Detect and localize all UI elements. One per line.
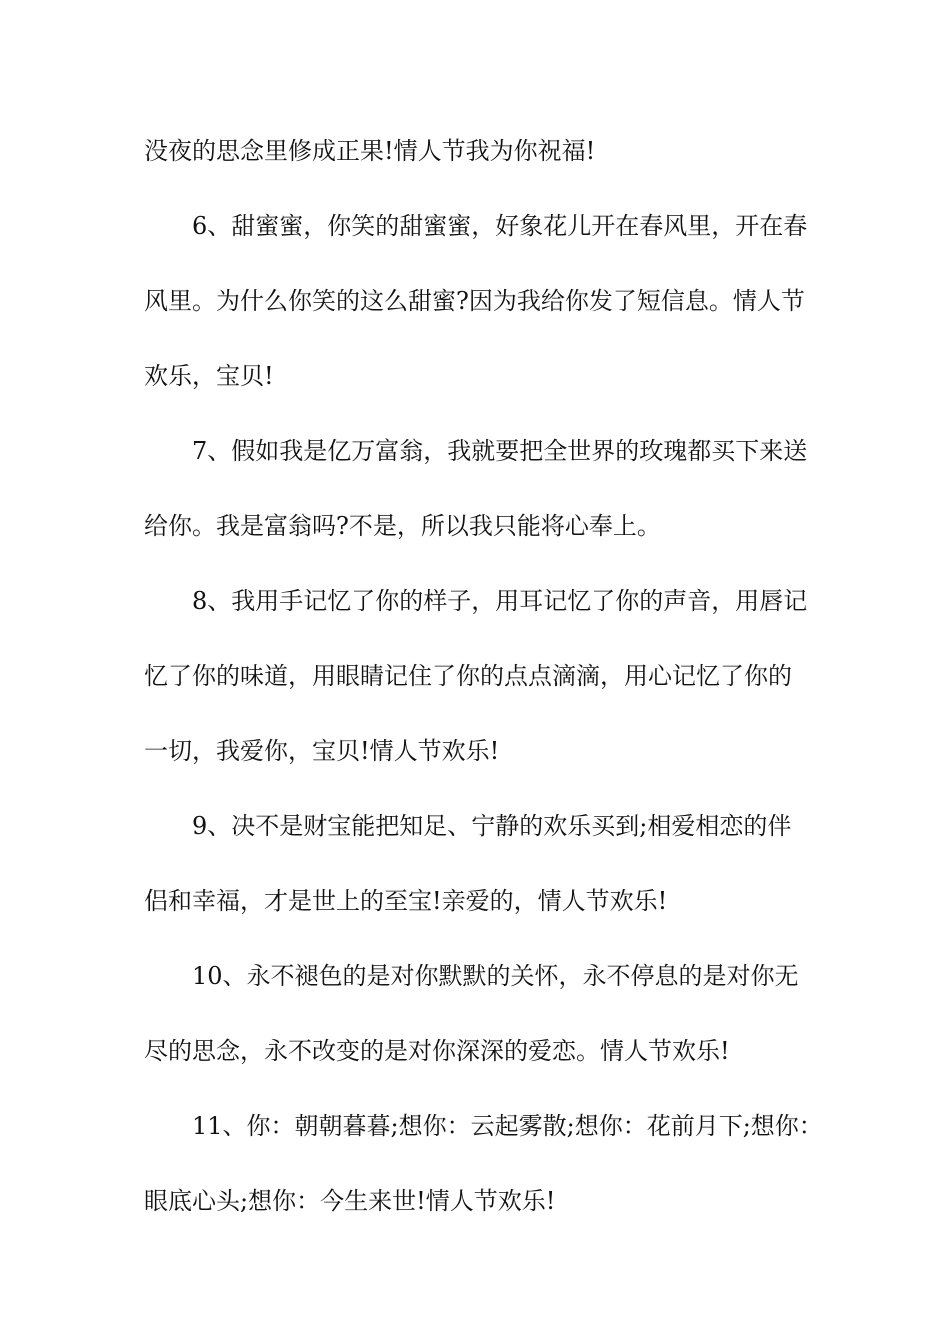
paragraph-11-line-1: 11、你：朝朝暮暮;想你：云起雾散;想你：花前月下;想你： xyxy=(192,1112,823,1140)
paragraph-10-line-2: 尽的思念，永不改变的是对你深深的爱恋。情人节欢乐! xyxy=(144,1037,730,1065)
text-line: 没夜的思念里修成正果!情人节我为你祝福! xyxy=(144,137,596,165)
paragraph-11-line-2: 眼底心头;想你：今生来世!情人节欢乐! xyxy=(144,1187,556,1215)
paragraph-9-line-1: 9、决不是财宝能把知足、宁静的欢乐买到;相爱相恋的伴 xyxy=(192,812,792,840)
paragraph-10-line-1: 10、永不褪色的是对你默默的关怀，永不停息的是对你无 xyxy=(192,962,799,990)
paragraph-6-line-2: 风里。为什么你笑的这么甜蜜?因为我给你发了短信息。情人节 xyxy=(144,287,805,315)
paragraph-7-line-1: 7、假如我是亿万富翁，我就要把全世界的玫瑰都买下来送 xyxy=(192,437,808,465)
paragraph-8-line-3: 一切，我爱你，宝贝!情人节欢乐! xyxy=(144,737,500,765)
paragraph-8-line-2: 忆了你的味道，用眼睛记住了你的点点滴滴，用心记忆了你的 xyxy=(144,662,792,690)
paragraph-9-line-2: 侣和幸福，才是世上的至宝!亲爱的，情人节欢乐! xyxy=(144,887,668,915)
paragraph-6-line-3: 欢乐，宝贝! xyxy=(144,362,274,390)
paragraph-7-line-2: 给你。我是富翁吗?不是，所以我只能将心奉上。 xyxy=(144,512,661,540)
paragraph-6-line-1: 6、甜蜜蜜，你笑的甜蜜蜜，好象花儿开在春风里，开在春 xyxy=(192,212,808,240)
paragraph-8-line-1: 8、我用手记忆了你的样子，用耳记忆了你的声音，用唇记 xyxy=(192,587,808,615)
